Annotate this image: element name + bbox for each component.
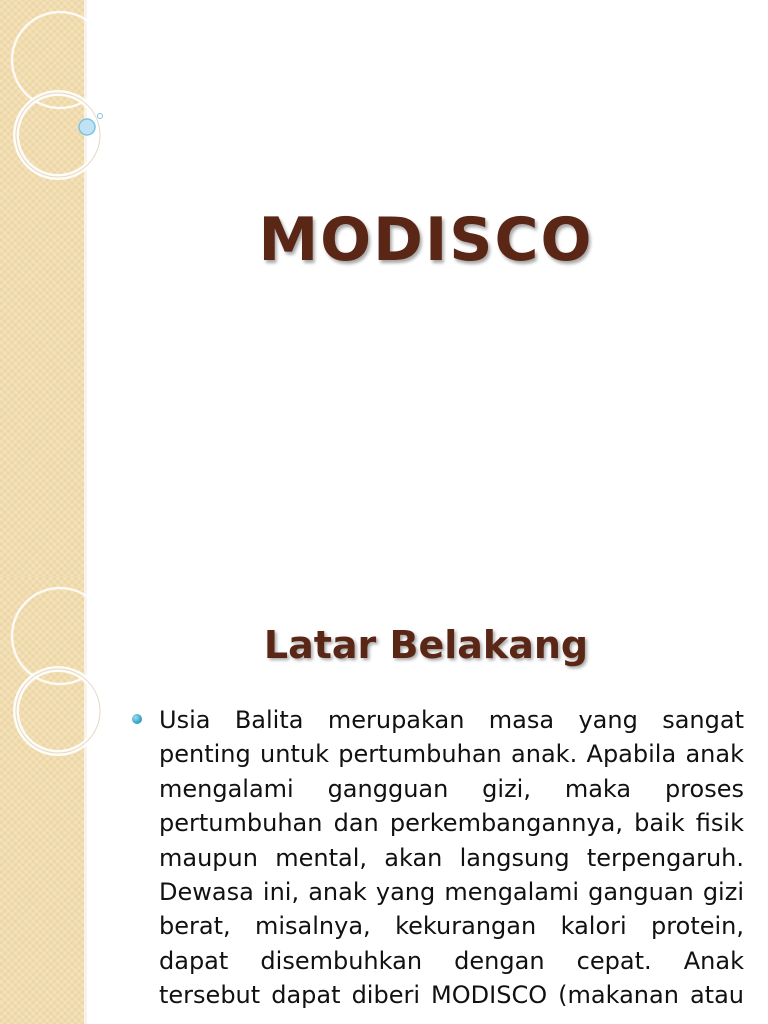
ring-decoration-icon [0, 0, 130, 200]
list-item [132, 703, 744, 1013]
ring-decoration-icon [0, 576, 130, 776]
slide-latar-belakang [0, 576, 768, 1024]
slide-title-text: MODISCO [258, 205, 594, 275]
slide-heading: Latar Belakang [263, 623, 589, 667]
paragraph-text: Usia Balita merupakan masa yang sangat penting untuk pertumbuhan anak. Apabila anak mengalami gangguan gizi, maka proses pertumbuhan dan perkembangannya, baik fisik maupun mental, akan langsung terpengaruh. Dewasa ini, anak yang mengalami ganguan gizi berat, misalnya, kekurangan kalori protein, dapat disembuhkan dengan cepat. Anak tersebut dapat diberi MODISCO (makanan atau [159, 706, 744, 1010]
bullet-dot-icon [132, 714, 142, 724]
bullet-list [132, 703, 744, 1013]
